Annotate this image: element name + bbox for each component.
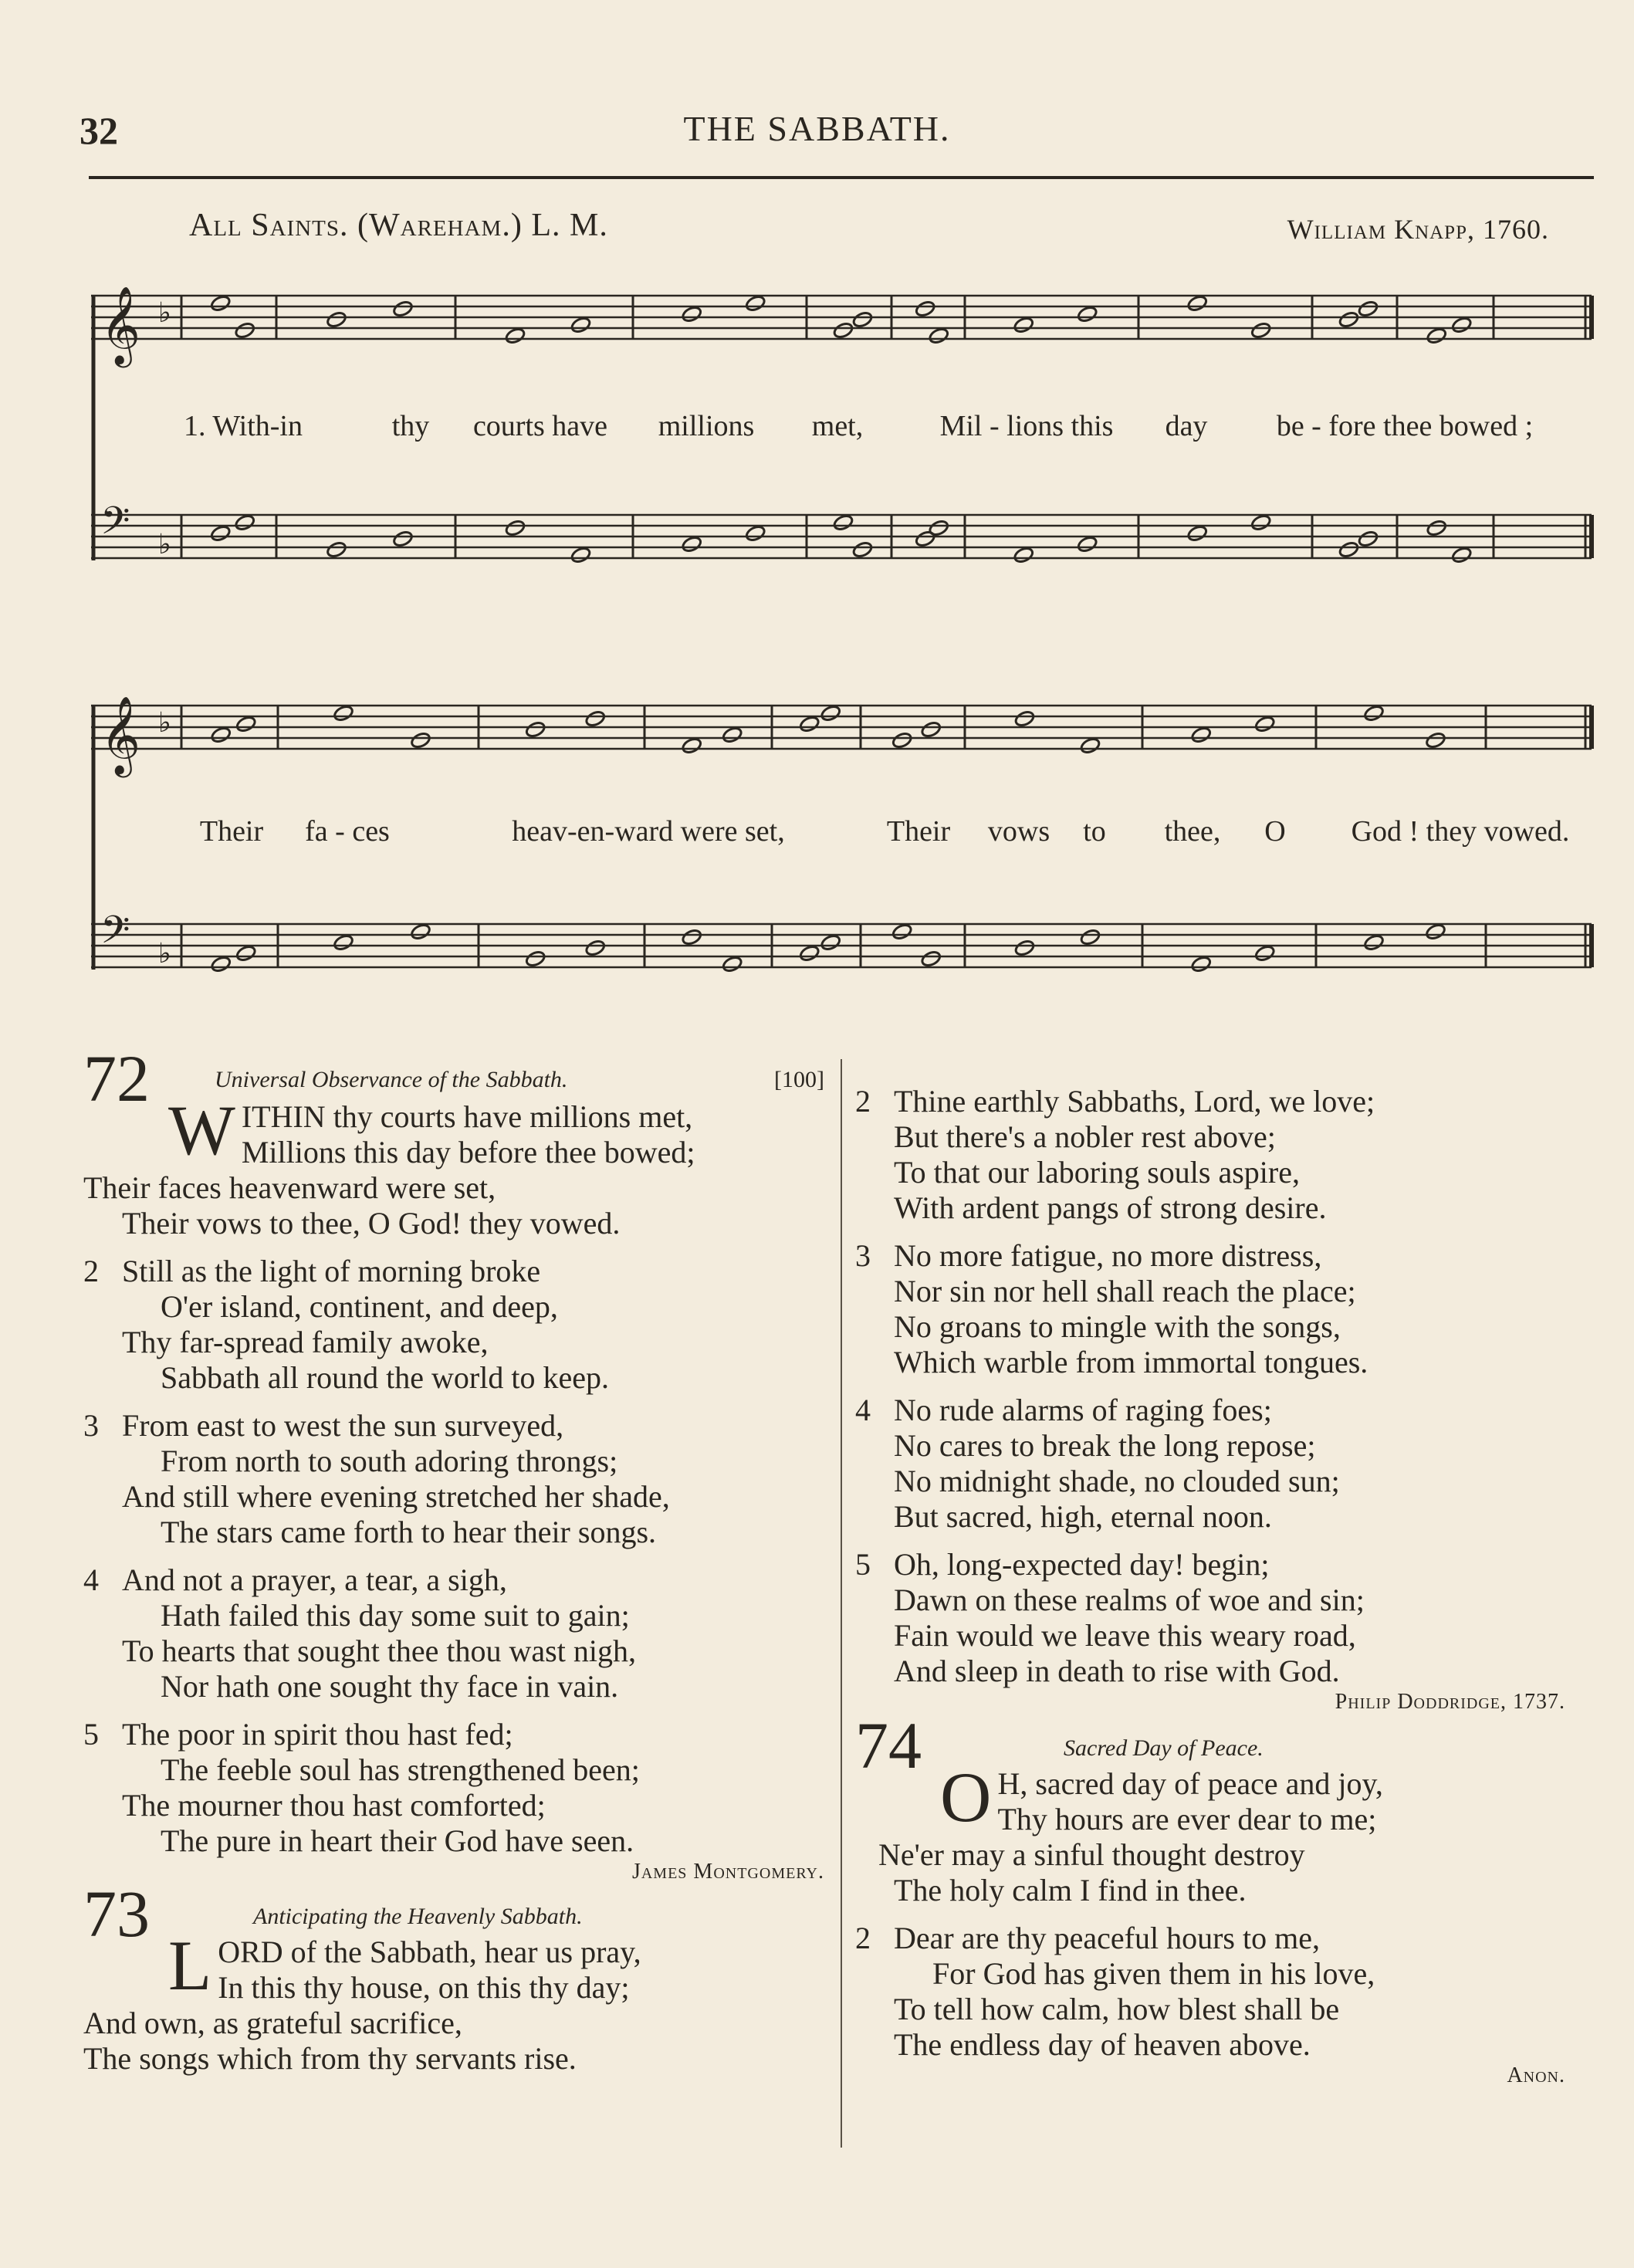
verse-line: Nor sin nor hell shall reach the place;: [894, 1274, 1356, 1308]
hymn-author: Anon.: [1507, 2063, 1565, 2087]
note-head: [681, 928, 702, 946]
verse-number: 3: [855, 1238, 871, 1273]
hymn-74-verse-2: [855, 1921, 1565, 2063]
note-head: [1338, 540, 1359, 559]
hymn-73-verse-1: [83, 1926, 824, 2077]
svg-text:♭: ♭: [158, 707, 171, 739]
verse-line: And own, as grateful sacrifice,: [83, 2006, 462, 2040]
verse-line: But sacred, high, eternal noon.: [894, 1499, 1272, 1534]
note-head: [584, 709, 606, 728]
hymn-72-heading: [83, 1041, 824, 1115]
note-head: [584, 939, 606, 957]
note-head: [333, 933, 354, 952]
svg-text:♭: ♭: [158, 529, 171, 560]
note-head: [210, 726, 232, 744]
note-head: [681, 535, 702, 553]
verse-line: O'er island, continent, and deep,: [161, 1289, 558, 1324]
verse-number: 5: [855, 1547, 871, 1582]
verse-line: And sleep in death to rise with God.: [894, 1654, 1340, 1688]
hymn-title: Anticipating the Heavenly Sabbath.: [253, 1904, 583, 1929]
verse-line: Their vows to thee, O God! they vowed.: [122, 1206, 621, 1241]
note-head: [1425, 922, 1446, 941]
clefs: [100, 285, 171, 970]
verse-line: The poor in spirit thou hast fed;: [122, 1717, 513, 1752]
svg-text:♭: ♭: [158, 297, 171, 329]
lyric-syllable: O: [1264, 815, 1286, 848]
note-head: [1186, 524, 1208, 543]
verse-line: Dawn on these realms of woe and sin;: [894, 1583, 1365, 1617]
hymn-number: 72: [83, 1041, 150, 1115]
verse-line: Thy hours are ever dear to me;: [997, 1802, 1377, 1836]
note-head: [1077, 535, 1098, 553]
verse-number: 2: [83, 1254, 99, 1288]
verse-line: And still where evening stretched her shade,: [122, 1479, 670, 1514]
note-head: [333, 704, 354, 723]
hymn-73-verse-5: [855, 1547, 1565, 1689]
note-head: [1254, 944, 1276, 963]
verse-line: The holy calm I find in thee.: [894, 1873, 1247, 1907]
note-head: [1013, 709, 1035, 728]
note-head: [915, 300, 936, 318]
note-head: [1190, 726, 1212, 744]
verse-number: 3: [83, 1408, 99, 1443]
lyric-syllable: 1. With-in: [184, 410, 303, 442]
hymn-72-verse-5: [83, 1717, 824, 1859]
note-head: [1338, 310, 1359, 329]
verse-line: Their faces heavenward were set,: [83, 1170, 496, 1205]
left-column: [83, 1041, 824, 2089]
verse-line: Which warble from immortal tongues.: [894, 1345, 1368, 1379]
tune-alt-name: (Wareham.): [357, 208, 523, 243]
verse-line: Nor hath one sought thy face in vain.: [161, 1669, 619, 1704]
hymn-73-verse-4: [855, 1393, 1565, 1535]
note-head: [722, 726, 743, 744]
note-head: [392, 530, 414, 548]
note-head: [928, 519, 949, 537]
note-head: [799, 715, 820, 733]
note-head: [1250, 513, 1272, 532]
verse-line: Fain would we leave this weary road,: [894, 1618, 1356, 1653]
svg-text:♭: ♭: [158, 938, 171, 970]
bar-lines: [93, 296, 1592, 970]
hymn-reference: [100]: [774, 1067, 824, 1092]
verse-line: From east to west the sun surveyed,: [122, 1408, 564, 1443]
note-head: [820, 933, 841, 952]
note-head: [820, 704, 841, 723]
note-head: [392, 300, 414, 318]
note-head: [722, 955, 743, 973]
verse-line: The stars came forth to hear their songs.: [161, 1515, 657, 1549]
lyric-syllable: thy: [391, 410, 430, 442]
verse-number: 2: [855, 1084, 871, 1119]
note-head: [1426, 327, 1447, 345]
verse-line: Thy far-spread family awoke,: [122, 1325, 489, 1359]
note-head: [681, 736, 702, 755]
lyric-syllable: courts have: [472, 410, 608, 442]
note-head: [891, 731, 913, 750]
note-head: [1186, 294, 1208, 313]
column-divider: [841, 1059, 842, 2148]
tune-composer: William Knapp, 1760.: [1287, 214, 1549, 245]
lyric-syllable: heav-en-ward were set,: [512, 815, 785, 848]
note-head: [851, 540, 873, 559]
hymn-74-heading: [855, 1708, 1565, 1782]
tune-name: All Saints.: [189, 208, 349, 243]
svg-text:𝄞: 𝄞: [100, 285, 141, 364]
verse-number: 5: [83, 1717, 99, 1752]
note-head: [851, 310, 873, 329]
verse-line: Still as the light of morning broke: [122, 1254, 541, 1288]
verse-number: 4: [855, 1393, 871, 1427]
hymn-73-verse-3: [855, 1238, 1565, 1380]
verse-line: And not a prayer, a tear, a sigh,: [122, 1562, 507, 1597]
tune-meter: L. M.: [531, 208, 608, 243]
lyric-syllable: day: [1165, 410, 1208, 442]
hymn-number: 74: [855, 1708, 922, 1782]
verse-line: ORD of the Sabbath, hear us pray,: [218, 1935, 641, 1969]
verse-line: To tell how calm, how blest shall be: [894, 1992, 1340, 2026]
note-head: [504, 519, 526, 537]
verse-line: In this thy house, on this thy day;: [218, 1970, 630, 2005]
note-head: [326, 310, 347, 329]
note-head: [1363, 704, 1385, 723]
hymn-72-verse-2: [83, 1254, 824, 1396]
note-head: [210, 955, 232, 973]
verse-line: To hearts that sought thee thou wast nigh,: [122, 1633, 636, 1668]
note-head: [1013, 939, 1035, 957]
note-head: [1363, 933, 1385, 952]
verse-line: The endless day of heaven above.: [894, 2027, 1311, 2062]
lyric-syllable: Mil - lions this: [939, 410, 1114, 442]
note-head: [235, 944, 257, 963]
verse-line: Thine earthly Sabbaths, Lord, we love;: [894, 1084, 1375, 1119]
svg-text:𝄢: 𝄢: [100, 908, 130, 962]
note-head: [1013, 546, 1034, 564]
note-head: [1077, 305, 1098, 323]
lyric-syllable: to: [1083, 815, 1106, 848]
note-head: [1190, 955, 1212, 973]
verse-line: Dear are thy peaceful hours to me,: [894, 1921, 1320, 1955]
hymn-72-verse-1: [83, 1091, 824, 1241]
hymn-number: 73: [83, 1877, 150, 1951]
svg-text:𝄞: 𝄞: [100, 695, 141, 774]
running-title: THE SABBATH.: [683, 109, 951, 148]
note-head: [928, 327, 949, 345]
note-head: [234, 321, 255, 340]
note-head: [234, 513, 255, 532]
lyric-syllable: be - fore thee bowed ;: [1276, 410, 1534, 442]
note-head: [799, 944, 820, 963]
note-head: [920, 950, 942, 968]
verse-number: 4: [83, 1562, 99, 1597]
verse-line: But there's a nobler rest above;: [894, 1119, 1276, 1154]
drop-cap: L: [168, 1926, 212, 2005]
music-score: [0, 0, 1634, 1019]
note-head: [210, 524, 232, 543]
note-head: [525, 720, 546, 739]
verse-line: ITHIN thy courts have millions met,: [241, 1099, 693, 1134]
note-head: [210, 294, 232, 313]
verse-line: No more fatigue, no more distress,: [894, 1238, 1322, 1273]
lyric-syllable: God ! they vowed.: [1351, 815, 1570, 848]
verse-line: No cares to break the long repose;: [894, 1428, 1316, 1463]
verse-line: The songs which from thy servants rise.: [83, 2041, 577, 2076]
hymn-title: Universal Observance of the Sabbath.: [215, 1067, 568, 1092]
notes: [210, 294, 1473, 973]
verse-line: The pure in heart their God have seen.: [161, 1823, 634, 1858]
verse-line: The mourner thou hast comforted;: [122, 1788, 546, 1823]
note-head: [745, 524, 766, 543]
hymn-72-verse-3: [83, 1408, 824, 1550]
drop-cap: W: [168, 1091, 235, 1170]
hymn-author: James Montgomery.: [631, 1860, 824, 1884]
lyric-syllable: vows: [987, 815, 1050, 848]
note-head: [1013, 316, 1034, 334]
verse-line: No rude alarms of raging foes;: [894, 1393, 1272, 1427]
hymn-title: Sacred Day of Peace.: [1064, 1735, 1264, 1761]
note-head: [891, 922, 913, 941]
note-head: [504, 327, 526, 345]
verse-line: Ne'er may a sinful thought destroy: [878, 1837, 1305, 1872]
drop-cap: O: [940, 1758, 992, 1836]
verse-number: 2: [855, 1921, 871, 1955]
right-column: [855, 1084, 1565, 2089]
note-head: [915, 530, 936, 548]
note-head: [410, 922, 431, 941]
verse-line: Oh, long-expected day! begin;: [894, 1547, 1270, 1582]
verse-line: To that our laboring souls aspire,: [894, 1155, 1300, 1190]
hymn-74-verse-1: [855, 1758, 1565, 1908]
svg-text:𝄢: 𝄢: [100, 499, 130, 553]
hymn-author: Philip Doddridge, 1737.: [1335, 1690, 1565, 1714]
note-head: [570, 546, 591, 564]
note-head: [832, 321, 854, 340]
page-number: 32: [80, 109, 118, 152]
note-head: [681, 305, 702, 323]
verse-line: No groans to mingle with the songs,: [894, 1309, 1341, 1344]
verse-line: Hath failed this day some suit to gain;: [161, 1598, 630, 1633]
verse-line: For God has given them in his love,: [932, 1956, 1375, 1991]
note-head: [1250, 321, 1272, 340]
note-head: [1079, 736, 1101, 755]
verse-line: With ardent pangs of strong desire.: [894, 1190, 1327, 1225]
note-head: [745, 294, 766, 313]
note-head: [1426, 519, 1447, 537]
note-head: [410, 731, 431, 750]
note-head: [1451, 546, 1473, 564]
staff-lines: [91, 296, 1592, 967]
lyric-syllable: fa - ces: [305, 815, 390, 848]
note-head: [570, 316, 591, 334]
lyric-syllable: Their: [886, 815, 951, 848]
verse-line: H, sacred day of peace and joy,: [997, 1766, 1383, 1801]
note-head: [326, 540, 347, 559]
note-head: [920, 720, 942, 739]
verse-line: No midnight shade, no clouded sun;: [894, 1464, 1340, 1498]
hymn-73-verse-2: [855, 1084, 1565, 1226]
note-head: [1357, 530, 1379, 548]
note-head: [235, 715, 257, 733]
lyric-syllable: millions: [658, 410, 755, 442]
note-head: [1079, 928, 1101, 946]
note-head: [1254, 715, 1276, 733]
note-head: [1425, 731, 1446, 750]
note-head: [832, 513, 854, 532]
verse-line: Millions this day before thee bowed;: [241, 1135, 695, 1170]
lyric-syllable: thee,: [1164, 815, 1221, 848]
hymn-72-verse-4: [83, 1562, 824, 1704]
lyric-syllable: Their: [199, 815, 264, 848]
lyric-syllable: met,: [811, 410, 864, 442]
hymn-73-heading: [83, 1877, 824, 1951]
note-head: [1357, 300, 1379, 318]
verse-line: Sabbath all round the world to keep.: [161, 1360, 609, 1395]
verse-line: From north to south adoring throngs;: [161, 1444, 618, 1478]
note-head: [525, 950, 546, 968]
note-head: [1451, 316, 1473, 334]
verse-line: The feeble soul has strengthened been;: [161, 1752, 640, 1787]
